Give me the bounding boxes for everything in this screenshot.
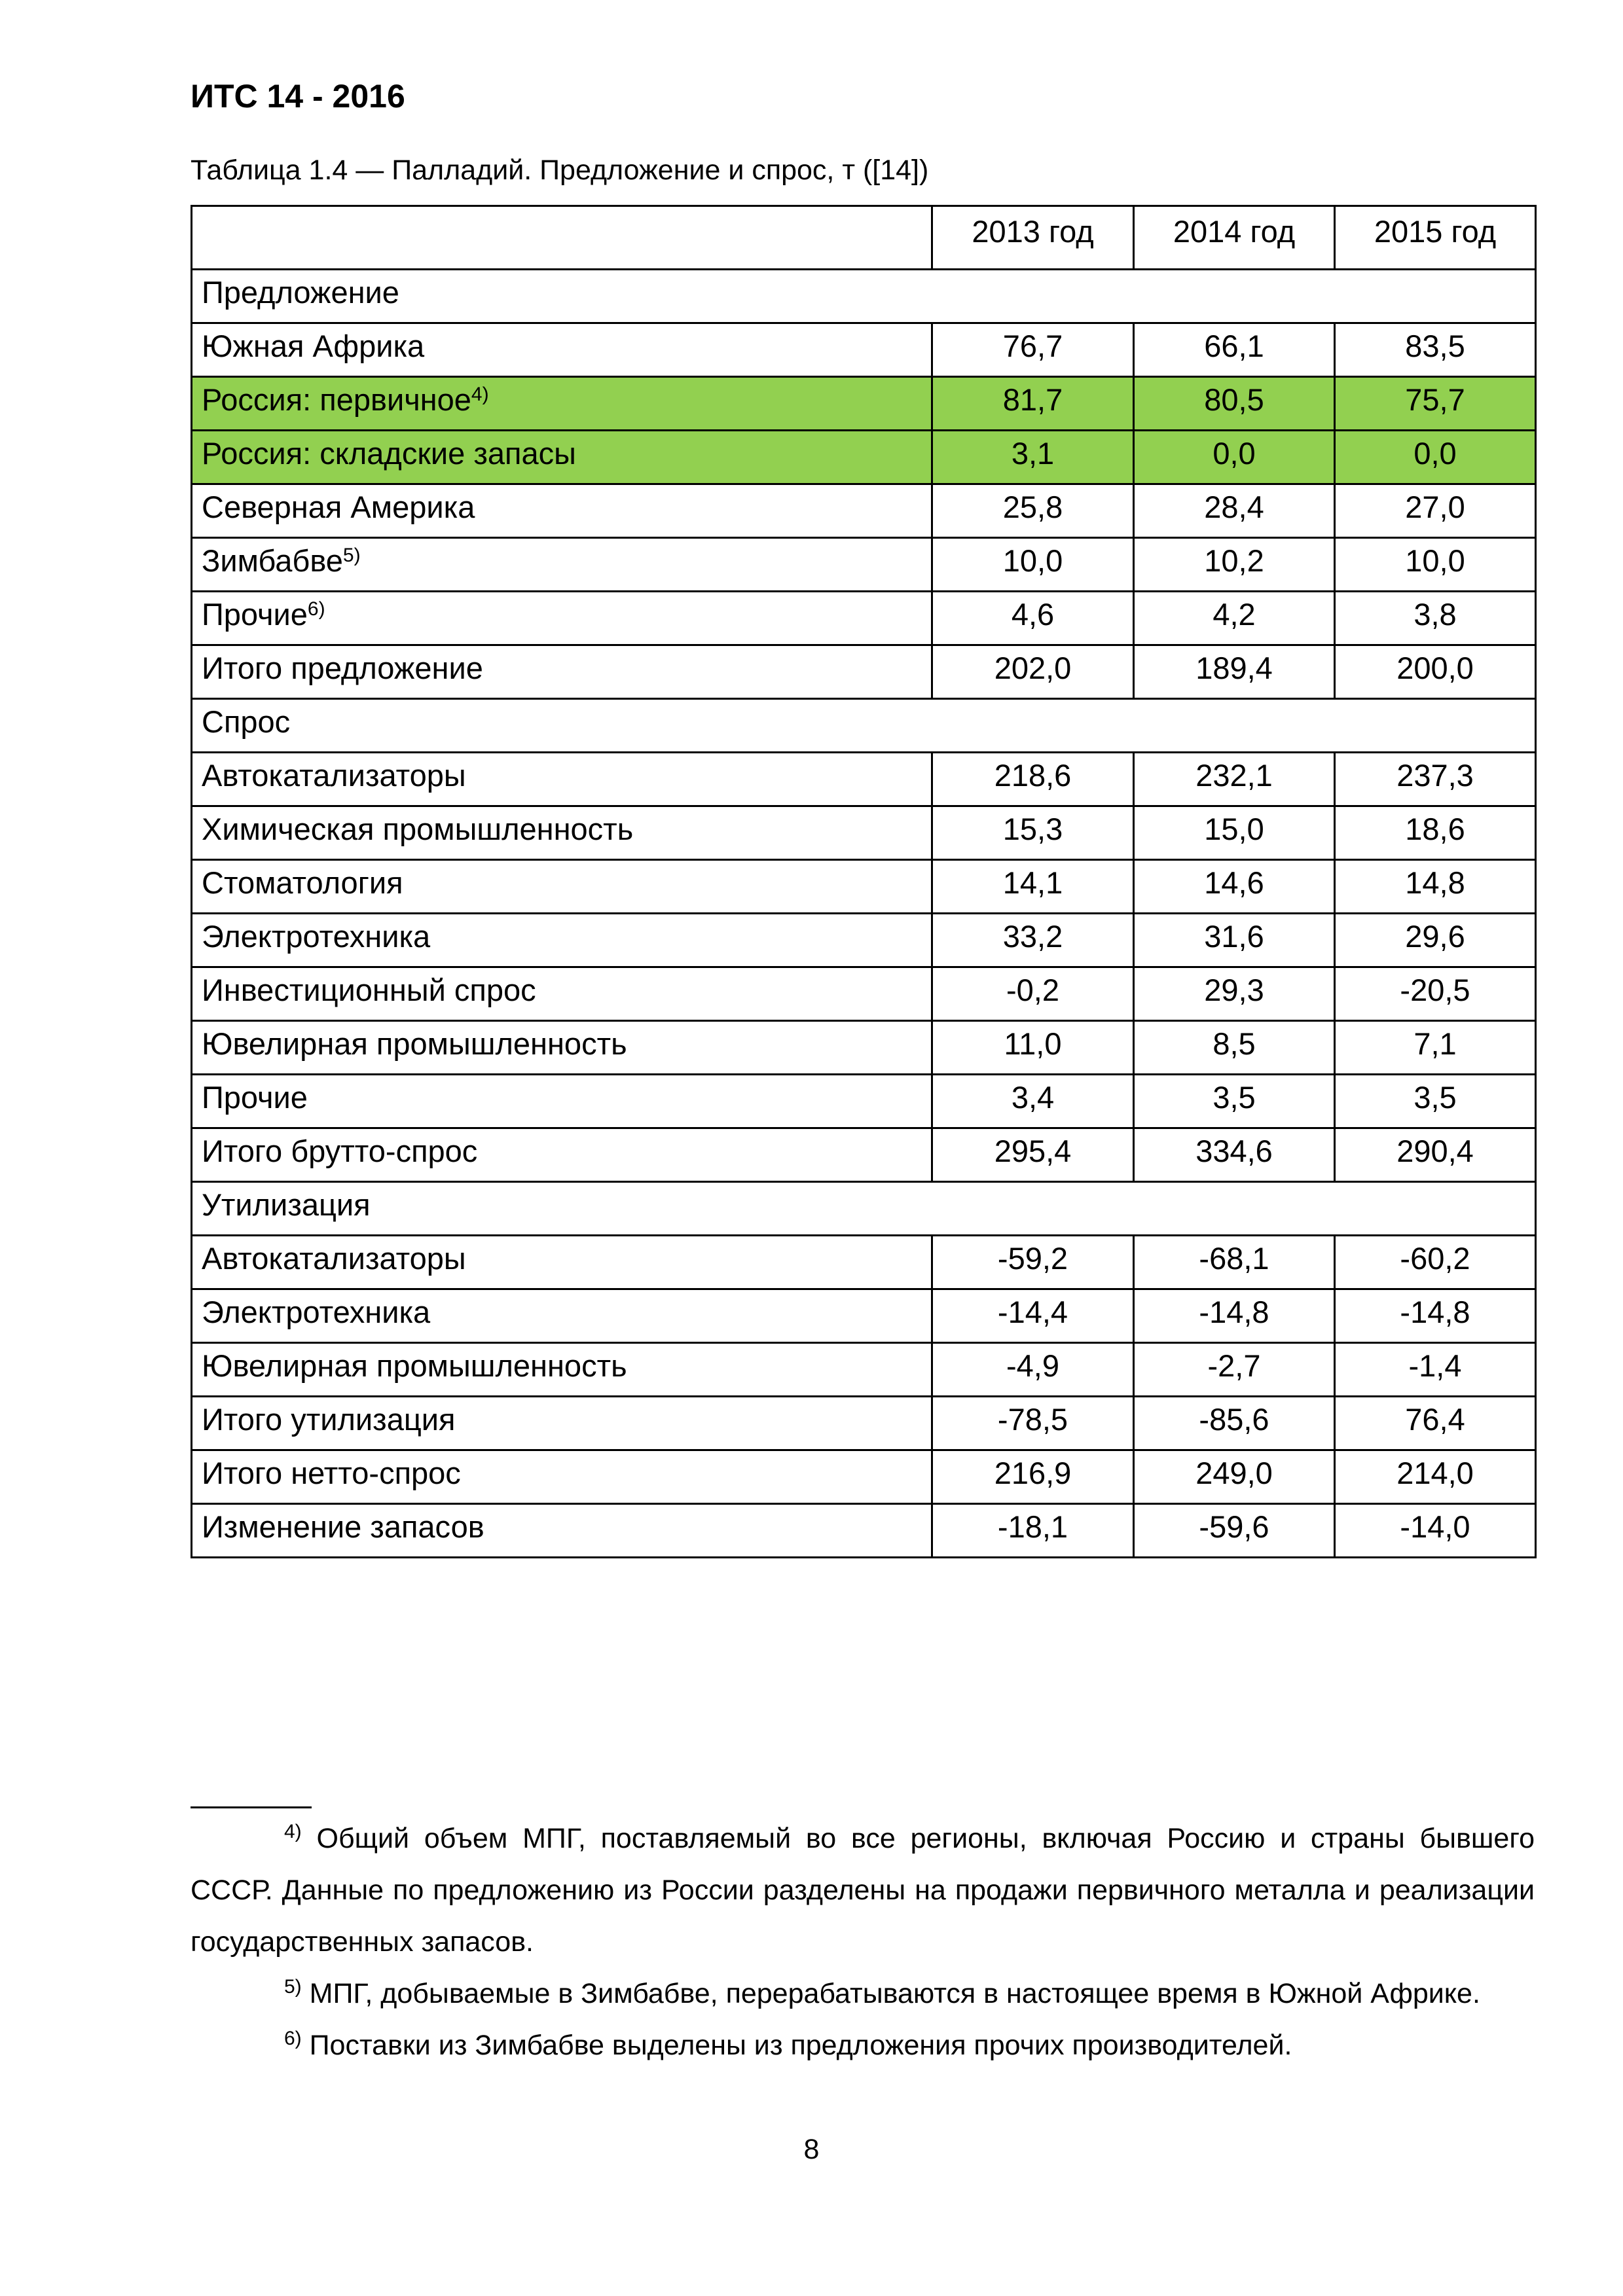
value-cell: -78,5 xyxy=(932,1397,1134,1450)
row-label xyxy=(192,645,932,699)
value-cell: 10,2 xyxy=(1134,538,1335,592)
table-row xyxy=(192,1343,1536,1397)
value-cell: 15,3 xyxy=(932,806,1134,860)
value-cell: 200,0 xyxy=(1335,645,1536,699)
row-label xyxy=(192,1236,932,1289)
value-cell: 216,9 xyxy=(932,1450,1134,1504)
section-label: Спрос xyxy=(192,699,1536,753)
table-row xyxy=(192,323,1536,377)
table-row xyxy=(192,431,1536,484)
value-cell: 27,0 xyxy=(1335,484,1536,538)
row-label-text: Ювелирная промышленность xyxy=(202,1348,627,1383)
value-cell: -20,5 xyxy=(1335,967,1536,1021)
row-label xyxy=(192,484,932,538)
table-row xyxy=(192,592,1536,645)
row-label-text: Итого нетто-спрос xyxy=(202,1456,461,1490)
section-label: Предложение xyxy=(192,270,1536,323)
table-row xyxy=(192,1504,1536,1558)
footnote-ref: 6) xyxy=(307,598,325,620)
row-label xyxy=(192,1450,932,1504)
value-cell: -14,8 xyxy=(1335,1289,1536,1343)
value-cell: 10,0 xyxy=(1335,538,1536,592)
value-cell: 214,0 xyxy=(1335,1450,1536,1504)
value-cell: 232,1 xyxy=(1134,753,1335,806)
value-cell: 3,5 xyxy=(1134,1075,1335,1128)
table-row xyxy=(192,377,1536,431)
value-cell: 334,6 xyxy=(1134,1128,1335,1182)
value-cell: -14,8 xyxy=(1134,1289,1335,1343)
value-cell: 3,4 xyxy=(932,1075,1134,1128)
page-number: 8 xyxy=(803,2134,820,2165)
row-label-text: Итого утилизация xyxy=(202,1402,456,1437)
table-row xyxy=(192,1289,1536,1343)
row-label xyxy=(192,1289,932,1343)
section-label: Утилизация xyxy=(192,1182,1536,1236)
value-cell: -59,2 xyxy=(932,1236,1134,1289)
footnote-text: Общий объем МПГ, поставляемый во все регионы, включая Россию и страны бывшего СССР. Данные по предложению из России разделены на продажи первичного металла и реализации государственных запасов. xyxy=(191,1823,1535,1958)
value-cell: -4,9 xyxy=(932,1343,1134,1397)
value-cell: 81,7 xyxy=(932,377,1134,431)
value-cell: 10,0 xyxy=(932,538,1134,592)
table-row xyxy=(192,806,1536,860)
table-row xyxy=(192,1450,1536,1504)
footnotes xyxy=(191,1813,1535,2072)
value-cell: 8,5 xyxy=(1134,1021,1335,1075)
row-label xyxy=(192,323,932,377)
value-cell: 14,8 xyxy=(1335,860,1536,914)
value-cell: 3,1 xyxy=(932,431,1134,484)
footnote-text: Поставки из Зимбабве выделены из предложения прочих производителей. xyxy=(309,2030,1292,2061)
section-row xyxy=(192,699,1536,753)
value-cell: -60,2 xyxy=(1335,1236,1536,1289)
value-cell: 15,0 xyxy=(1134,806,1335,860)
value-cell: 29,6 xyxy=(1335,914,1536,967)
value-cell: -14,4 xyxy=(932,1289,1134,1343)
value-cell: 0,0 xyxy=(1335,431,1536,484)
value-cell: 290,4 xyxy=(1335,1128,1536,1182)
row-label xyxy=(192,377,932,431)
value-cell: 76,7 xyxy=(932,323,1134,377)
row-label-text: Химическая промышленность xyxy=(202,812,634,846)
value-cell: 76,4 xyxy=(1335,1397,1536,1450)
row-label xyxy=(192,1021,932,1075)
palladium-table xyxy=(191,205,1537,1558)
value-cell: 295,4 xyxy=(932,1128,1134,1182)
column-header: 2013 год xyxy=(932,206,1134,270)
value-cell: 28,4 xyxy=(1134,484,1335,538)
row-label xyxy=(192,1128,932,1182)
value-cell: -0,2 xyxy=(932,967,1134,1021)
row-label xyxy=(192,1504,932,1558)
row-label xyxy=(192,592,932,645)
value-cell: 80,5 xyxy=(1134,377,1335,431)
table-row xyxy=(192,1236,1536,1289)
table-row xyxy=(192,1021,1536,1075)
row-label xyxy=(192,753,932,806)
value-cell: 3,8 xyxy=(1335,592,1536,645)
table-row xyxy=(192,967,1536,1021)
row-label-text: Прочие xyxy=(202,1080,308,1115)
value-cell: 14,6 xyxy=(1134,860,1335,914)
row-label-text: Россия: первичное xyxy=(202,382,471,417)
value-cell: 75,7 xyxy=(1335,377,1536,431)
value-cell: 33,2 xyxy=(932,914,1134,967)
section-row xyxy=(192,270,1536,323)
value-cell: 25,8 xyxy=(932,484,1134,538)
row-label xyxy=(192,1075,932,1128)
row-label xyxy=(192,914,932,967)
value-cell: 3,5 xyxy=(1335,1075,1536,1128)
value-cell: -85,6 xyxy=(1134,1397,1335,1450)
table-row xyxy=(192,645,1536,699)
value-cell: 4,6 xyxy=(932,592,1134,645)
section-row xyxy=(192,1182,1536,1236)
row-label xyxy=(192,1343,932,1397)
row-label-text: Электротехника xyxy=(202,919,431,954)
value-cell: 11,0 xyxy=(932,1021,1134,1075)
value-cell: -18,1 xyxy=(932,1504,1134,1558)
footnote-mark: 4) xyxy=(284,1821,302,1842)
row-label-text: Россия: складские запасы xyxy=(202,436,576,471)
row-label-text: Инвестиционный спрос xyxy=(202,973,536,1007)
value-cell: 31,6 xyxy=(1134,914,1335,967)
table-row xyxy=(192,484,1536,538)
table-row xyxy=(192,914,1536,967)
table-header-row xyxy=(192,206,1536,270)
table-row xyxy=(192,1128,1536,1182)
row-label-text: Автокатализаторы xyxy=(202,758,466,793)
footnote xyxy=(191,1968,1535,2020)
row-label-text: Прочие xyxy=(202,597,308,632)
row-label xyxy=(192,860,932,914)
value-cell: 0,0 xyxy=(1134,431,1335,484)
row-label-text: Итого брутто-спрос xyxy=(202,1134,478,1168)
row-label-text: Северная Америка xyxy=(202,490,475,524)
row-label-text: Изменение запасов xyxy=(202,1509,484,1544)
value-cell: 66,1 xyxy=(1134,323,1335,377)
table-row xyxy=(192,860,1536,914)
row-label xyxy=(192,1397,932,1450)
column-header: 2015 год xyxy=(1335,206,1536,270)
footnote-mark: 5) xyxy=(284,1976,302,1998)
value-cell: 4,2 xyxy=(1134,592,1335,645)
value-cell: -68,1 xyxy=(1134,1236,1335,1289)
footnote-mark: 6) xyxy=(284,2028,302,2049)
row-label xyxy=(192,538,932,592)
document-id: ИТС 14 - 2016 xyxy=(191,78,405,115)
row-label-text: Зимбабве xyxy=(202,543,343,578)
value-cell: 237,3 xyxy=(1335,753,1536,806)
footnote-separator xyxy=(191,1806,312,1808)
footnote xyxy=(191,1813,1535,1968)
header-empty-cell xyxy=(192,206,932,270)
table-row xyxy=(192,1397,1536,1450)
value-cell: 249,0 xyxy=(1134,1450,1335,1504)
value-cell: -59,6 xyxy=(1134,1504,1335,1558)
value-cell: 14,1 xyxy=(932,860,1134,914)
footnote-ref: 5) xyxy=(342,545,361,566)
table-row xyxy=(192,538,1536,592)
footnote-ref: 4) xyxy=(471,384,489,405)
value-cell: 7,1 xyxy=(1335,1021,1536,1075)
value-cell: 29,3 xyxy=(1134,967,1335,1021)
value-cell: 218,6 xyxy=(932,753,1134,806)
row-label-text: Южная Африка xyxy=(202,329,425,363)
value-cell: 202,0 xyxy=(932,645,1134,699)
row-label xyxy=(192,431,932,484)
footnote-text: МПГ, добываемые в Зимбабве, перерабатываются в настоящее время в Южной Африке. xyxy=(309,1978,1480,2009)
row-label-text: Стоматология xyxy=(202,865,403,900)
row-label xyxy=(192,806,932,860)
value-cell: -2,7 xyxy=(1134,1343,1335,1397)
row-label-text: Ювелирная промышленность xyxy=(202,1026,627,1061)
row-label-text: Итого предложение xyxy=(202,651,483,685)
column-header: 2014 год xyxy=(1134,206,1335,270)
value-cell: 189,4 xyxy=(1134,645,1335,699)
table-caption: Таблица 1.4 — Палладий. Предложение и спрос, т ([14]) xyxy=(191,154,929,186)
table-row xyxy=(192,1075,1536,1128)
value-cell: -14,0 xyxy=(1335,1504,1536,1558)
value-cell: -1,4 xyxy=(1335,1343,1536,1397)
row-label-text: Электротехника xyxy=(202,1295,431,1329)
row-label-text: Автокатализаторы xyxy=(202,1241,466,1276)
table-row xyxy=(192,753,1536,806)
row-label xyxy=(192,967,932,1021)
footnote xyxy=(191,2020,1535,2072)
value-cell: 83,5 xyxy=(1335,323,1536,377)
value-cell: 18,6 xyxy=(1335,806,1536,860)
